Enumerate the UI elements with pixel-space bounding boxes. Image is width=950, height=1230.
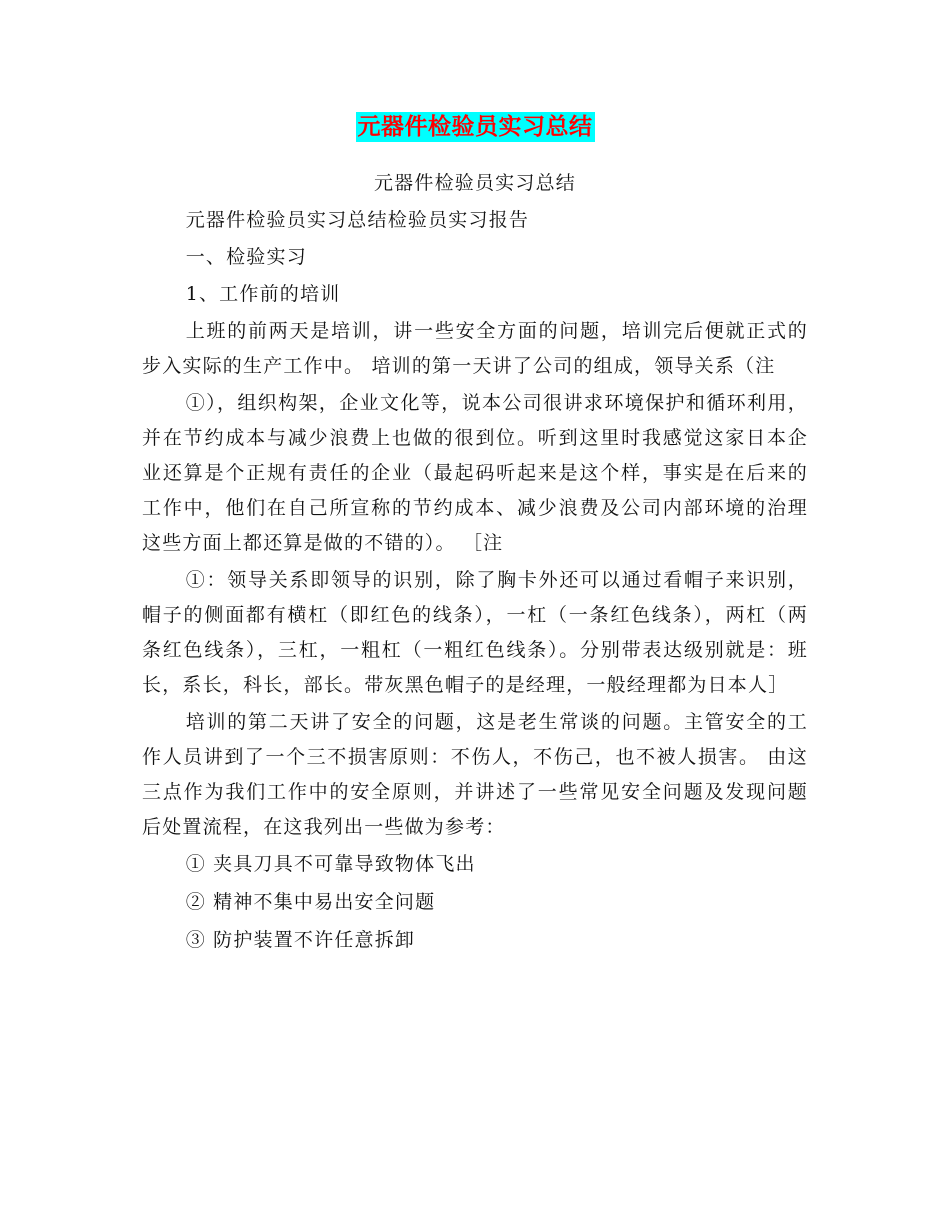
paragraph-training-intro: 上班的前两天是培训，讲一些安全方面的问题，培训完后便就正式的步入实际的生产工作中。 培训的第一天讲了公司的组成，领导关系（注 bbox=[142, 320, 808, 377]
document-subtitle: 元器件检验员实习总结 bbox=[373, 172, 576, 194]
list-item: ② 精神不集中易出安全问题 bbox=[185, 891, 436, 913]
section-heading: 一、检验实习 bbox=[185, 246, 307, 268]
title-wrap bbox=[142, 112, 808, 142]
document-body bbox=[142, 166, 808, 961]
list-item: ① 夹具刀具不可靠导致物体飞出 bbox=[185, 853, 476, 875]
paragraph-note-leadership: ①：领导关系即领导的识别，除了胸卡外还可以通过看帽子来识别，帽子的侧面都有横杠（即红色的线条），一杠（一条红色线条），两杠（两条红色线条），三杠，一粗杠（一粗红色线条）。分别带表达级别就是：班长，系长，科长，部长。带灰黑色帽子的是经理，一般经理都为日本人］ bbox=[142, 569, 808, 696]
subsection-heading: 1、工作前的培训 bbox=[185, 283, 341, 305]
paragraph-report-title: 元器件检验员实习总结检验员实习报告 bbox=[185, 209, 530, 231]
list-item: ③ 防护装置不许任意拆卸 bbox=[185, 929, 416, 951]
paragraph-safety-training: 培训的第二天讲了安全的问题，这是老生常谈的问题。主管安全的工作人员讲到了一个三不损害原则：不伤人，不伤己，也不被人损害。 由这三点作为我们工作中的安全原则，并讲述了一些常见安全问题及发现问题后处置流程，在这我列出一些做为参考： bbox=[142, 711, 808, 838]
document-title: 元器件检验员实习总结 bbox=[357, 114, 593, 140]
paragraph-company-culture: ①），组织构架，企业文化等，说本公司很讲求环境保护和循环利用，并在节约成本与减少浪费上也做的很到位。听到这里时我感觉这家日本企业还算是个正规有责任的企业（最起码听起来是这个样，事实是在后来的工作中，他们在自己所宣称的节约成本、减少浪费及公司内部环境的治理这些方面上都还算是做的不错的）。 ［注 bbox=[142, 392, 808, 554]
